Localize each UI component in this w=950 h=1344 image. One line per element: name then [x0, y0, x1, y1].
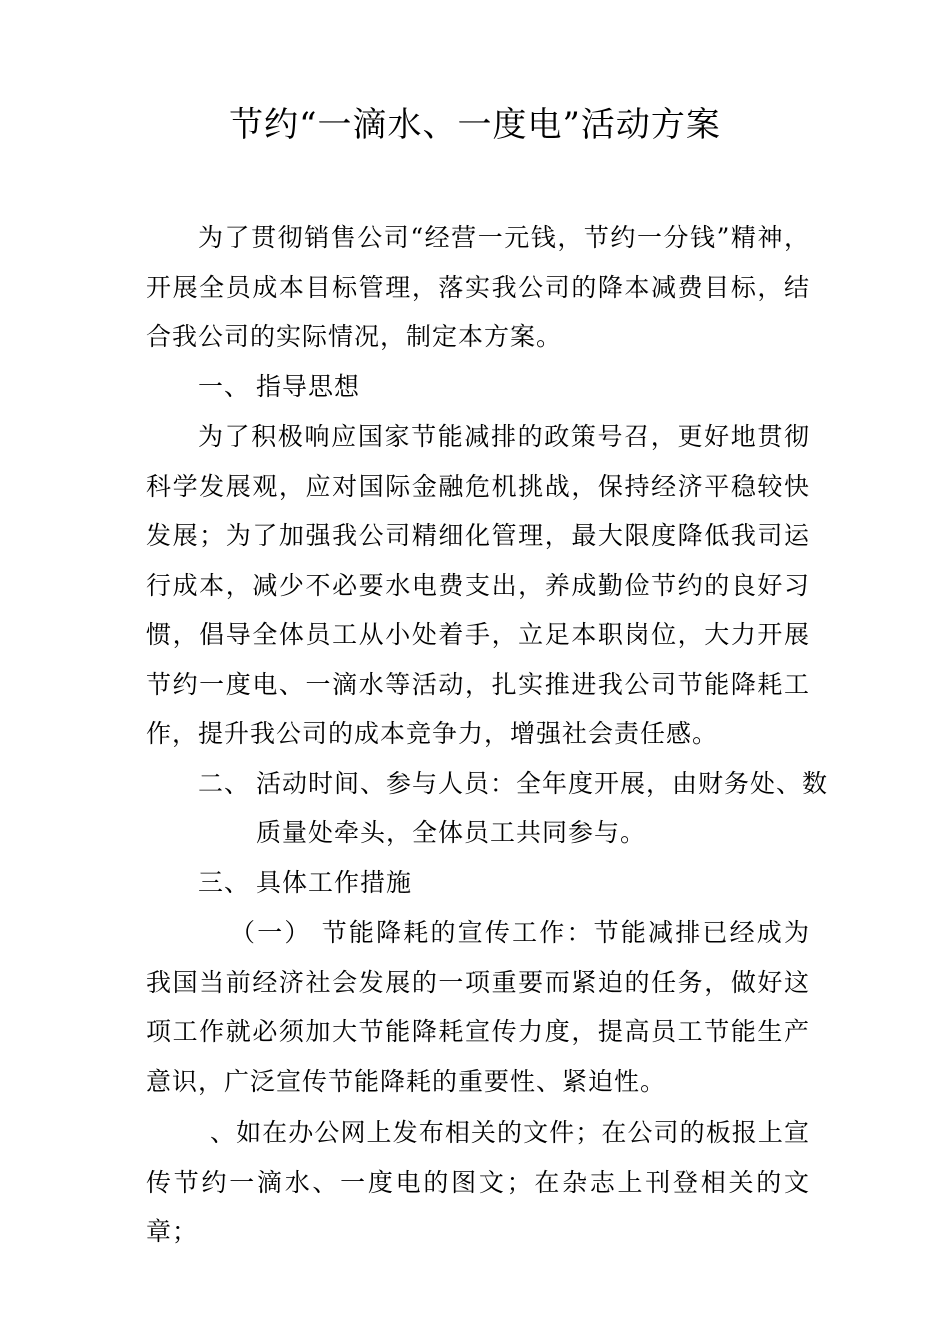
section-2-line-1: [146, 759, 828, 809]
intro-paragraph: 为了贯彻销售公司“经营一元钱，节约一分钱”精神，开展全员成本目标管理，落实我公司的降本减费目标，结合我公司的实际情况，制定本方案。: [146, 223, 810, 351]
section-1-heading-text: 指导思想: [256, 372, 361, 401]
section-2-line-2: 质量处牵头，全体员工共同参与。: [256, 818, 647, 847]
section-1-heading: [146, 362, 360, 412]
section-1-body: 为了积极响应国家节能减排的政策号召，更好地贯彻科学发展观，应对国际金融危机挑战，保持经济平稳较快发展；为了加强我公司精细化管理，最大限度降低我司运行成本，减少不必要水电费支出，养成勤俭节约的良好习惯，倡导全体员工从小处着手，立足本职岗位，大力开展节约一度电、一滴水等活动，扎实推进我公司节能降耗工作，提升我公司的成本竞争力，增强社会责任感。: [146, 422, 810, 748]
section-3-bullet-1: 、如在办公网上发布相关的文件；在公司的板报上宣传节约一滴水、一度电的图文；在杂志上刊登相关的文章；: [146, 1118, 810, 1246]
section-3-heading-text: 具体工作措施: [256, 868, 413, 897]
section-3-heading: [146, 858, 412, 908]
section-3-sub-1: （一） 节能降耗的宣传工作：节能减排已经成为我国当前经济社会发展的一项重要而紧迫的任务，做好这项工作就必须加大节能降耗宣传力度，提高员工节能生产意识，广泛宣传节能降耗的重要性、紧迫性。: [146, 918, 810, 1096]
document-title: 节约“一滴水、一度电”活动方案: [229, 105, 721, 145]
section-1-number: 一、: [198, 372, 251, 401]
section-3-number: 三、: [198, 868, 251, 897]
section-2-line-1-text: 活动时间、参与人员：全年度开展，由财务处、数: [256, 769, 829, 798]
section-2-number: 二、: [198, 769, 251, 798]
